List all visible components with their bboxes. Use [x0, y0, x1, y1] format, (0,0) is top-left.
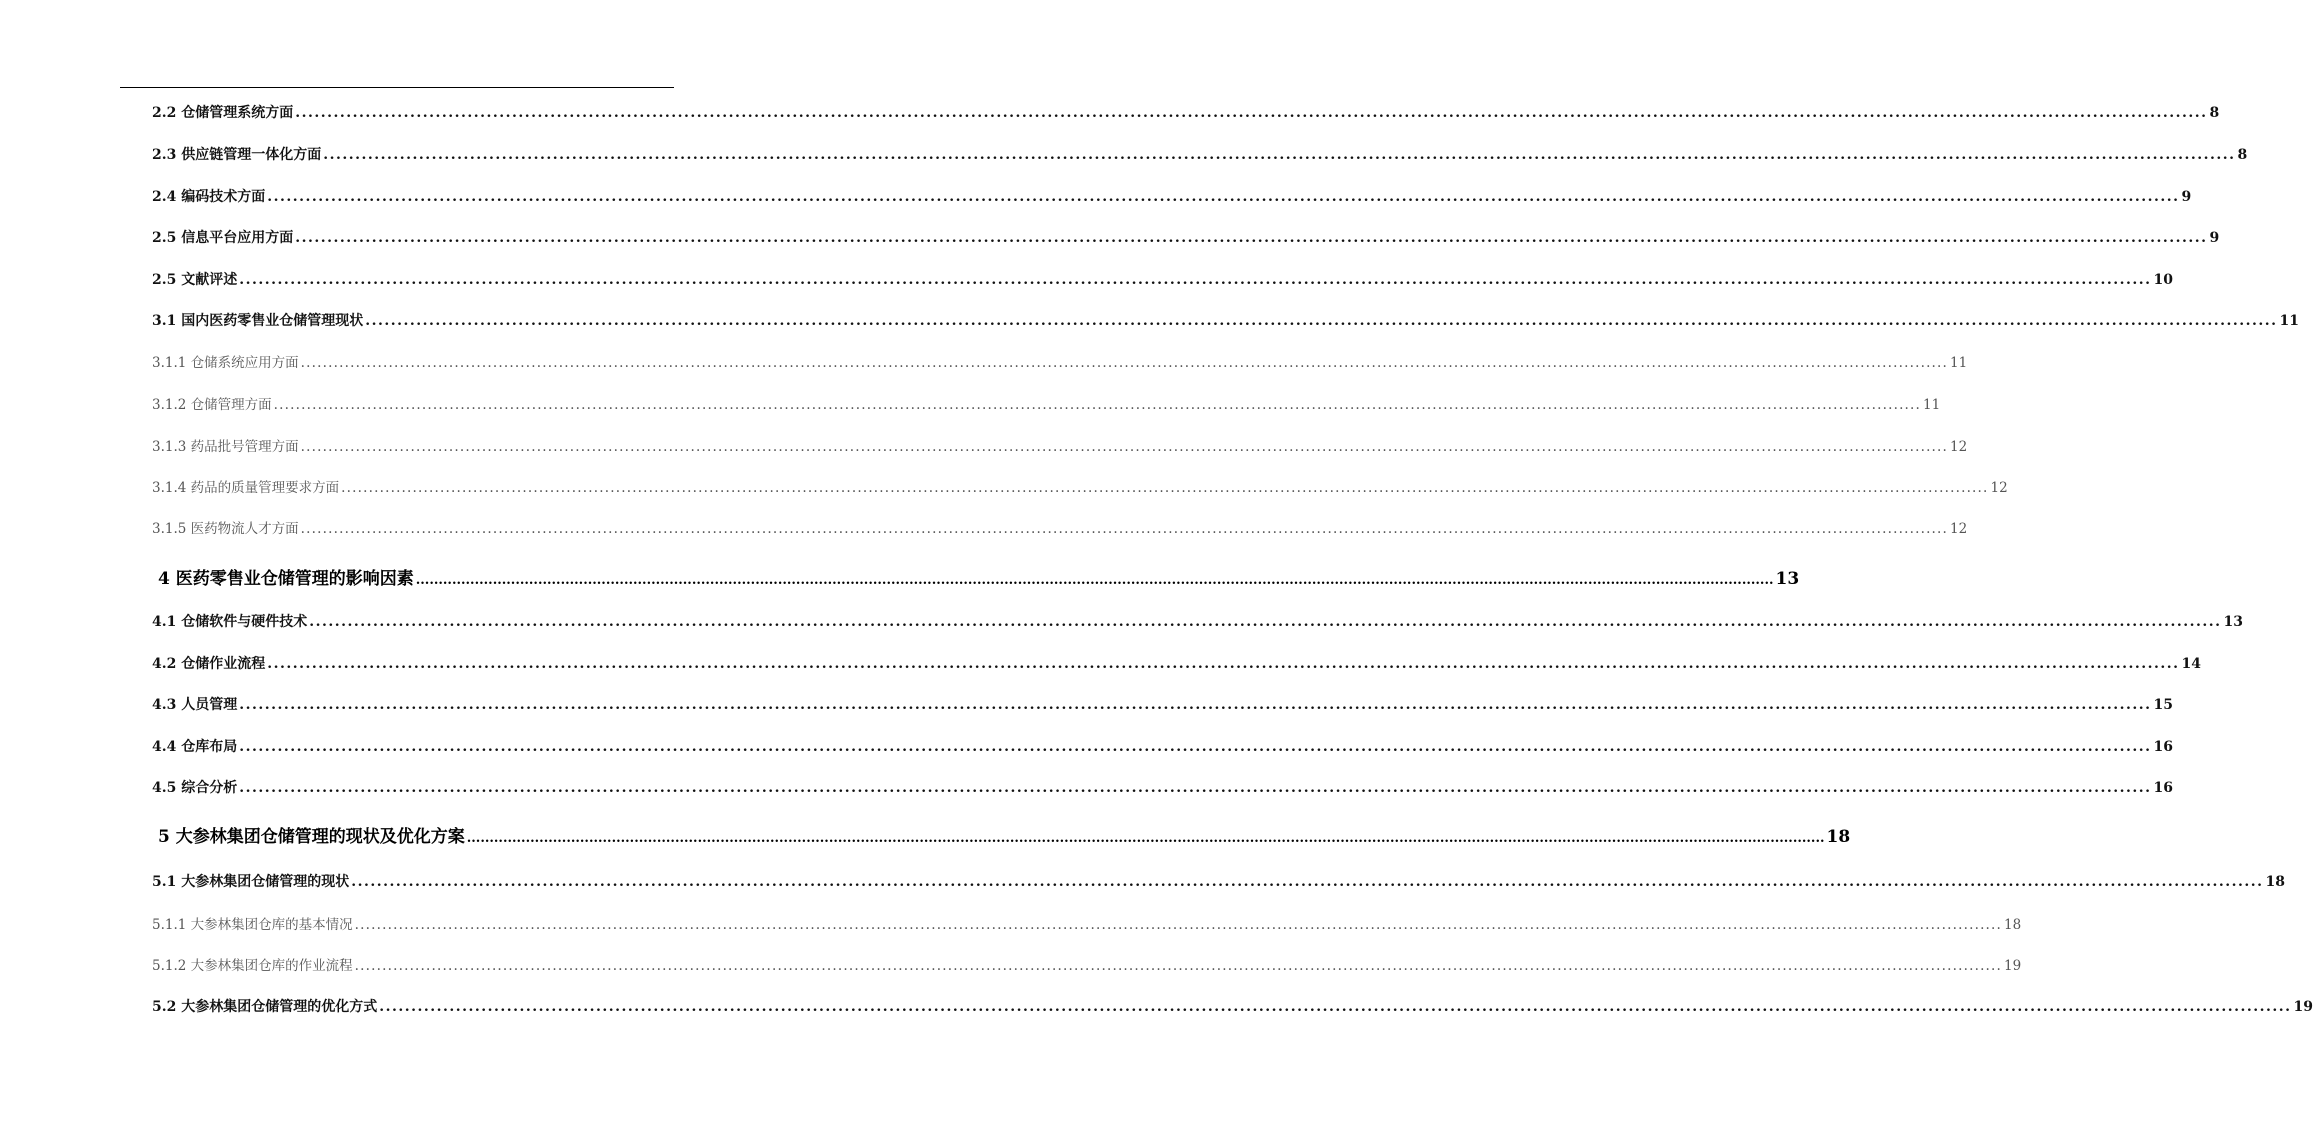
toc-entry-title: 2.5 文献评述: [152, 272, 238, 288]
toc-dot-leader: ............................................................................................................................................................................................................................................................................................................: [466, 831, 1825, 846]
toc-entry-title: 4.5 综合分析: [152, 780, 238, 796]
toc-page-number: 19: [2293, 999, 2313, 1015]
toc-entry[interactable]: [152, 144, 2248, 164]
toc-entry[interactable]: [152, 517, 1968, 537]
toc-page-number: 10: [2153, 272, 2173, 288]
toc-page-number: 12: [1950, 439, 1968, 455]
toc-page-number: 18: [2004, 917, 2022, 933]
toc-page-number: 9: [2209, 230, 2220, 246]
toc-entry-title: 5.1.2 大参林集团仓库的作业流程: [152, 958, 353, 974]
toc-entry-title: 2.3 供应链管理一体化方面: [152, 147, 322, 163]
toc-entry[interactable]: [152, 611, 2243, 631]
toc-entry[interactable]: [152, 476, 2008, 496]
toc-dot-leader: ............................................................................................................................................................................................................................................................................................................: [379, 999, 2292, 1015]
toc-entry[interactable]: [152, 736, 2173, 756]
toc-entry-title: 5.1.1 大参林集团仓库的基本情况: [152, 917, 353, 933]
toc-page-number: 9: [2181, 189, 2192, 205]
toc-dot-leader: ............................................................................................................................................................................................................................................................................................................: [295, 230, 2208, 246]
toc-page-number: 11: [1950, 355, 1968, 371]
toc-dot-leader: ............................................................................................................................................................................................................................................................................................................: [341, 480, 1989, 496]
toc-entry-title: 4.3 人员管理: [152, 697, 238, 713]
toc-entry[interactable]: [152, 694, 2173, 714]
toc-entry-title: 3.1.5 医药物流人才方面: [152, 521, 299, 537]
toc-dot-leader: ............................................................................................................................................................................................................................................................................................................: [323, 147, 2236, 163]
toc-entry[interactable]: [152, 310, 2299, 330]
toc-entry-title: 3.1.2 仓储管理方面: [152, 397, 272, 413]
toc-entry[interactable]: [152, 954, 2022, 974]
toc-entry-title: 3.1 国内医药零售业仓储管理现状: [152, 313, 364, 329]
toc-page-number: 18: [1826, 827, 1851, 847]
toc-entry-title: 4 医药零售业仓储管理的影响因素: [158, 569, 414, 589]
toc-dot-leader: ............................................................................................................................................................................................................................................................................................................: [300, 355, 1949, 371]
header-rule: [120, 87, 674, 88]
toc-entry[interactable]: [152, 777, 2173, 797]
toc-dot-leader: ............................................................................................................................................................................................................................................................................................................: [300, 521, 1949, 537]
toc-entry[interactable]: [152, 269, 2173, 289]
toc-entry[interactable]: [152, 186, 2192, 206]
toc-entry-title: 3.1.3 药品批号管理方面: [152, 439, 299, 455]
toc-entry[interactable]: [152, 435, 1968, 455]
toc-entry-title: 5.2 大参林集团仓储管理的优化方式: [152, 999, 378, 1015]
toc-page-number: 14: [2181, 656, 2201, 672]
toc-dot-leader: ............................................................................................................................................................................................................................................................................................................: [239, 780, 2152, 796]
toc-entry[interactable]: [152, 653, 2201, 673]
toc-page-number: 12: [1990, 480, 2008, 496]
toc-page-number: 16: [2153, 739, 2173, 755]
toc-page-number: 16: [2153, 780, 2173, 796]
toc-page-number: 19: [2004, 958, 2022, 974]
toc-dot-leader: ............................................................................................................................................................................................................................................................................................................: [239, 697, 2152, 713]
toc-chapter-entry[interactable]: [158, 822, 1851, 847]
toc-entry[interactable]: [152, 913, 2022, 933]
toc-entry[interactable]: [152, 102, 2220, 122]
toc-entry-title: 4.4 仓库布局: [152, 739, 238, 755]
toc-entry[interactable]: [152, 393, 1941, 413]
toc-dot-leader: ............................................................................................................................................................................................................................................................................................................: [295, 105, 2208, 121]
toc-dot-leader: ............................................................................................................................................................................................................................................................................................................: [354, 958, 2003, 974]
toc-dot-leader: ............................................................................................................................................................................................................................................................................................................: [300, 439, 1949, 455]
toc-page-number: 11: [2279, 313, 2299, 329]
toc-dot-leader: ............................................................................................................................................................................................................................................................................................................: [365, 313, 2278, 329]
toc-entry-title: 5.1 大参林集团仓储管理的现状: [152, 874, 350, 890]
toc-entry[interactable]: [152, 996, 2313, 1016]
toc-page-number: 13: [2223, 614, 2243, 630]
toc-dot-leader: ............................................................................................................................................................................................................................................................................................................: [239, 272, 2152, 288]
toc-dot-leader: ............................................................................................................................................................................................................................................................................................................: [354, 917, 2003, 933]
toc-entry[interactable]: [152, 871, 2285, 891]
toc-page-number: 8: [2209, 105, 2220, 121]
toc-entry-title: 4.2 仓储作业流程: [152, 656, 266, 672]
toc-page-number: 18: [2265, 874, 2285, 890]
toc-dot-leader: ............................................................................................................................................................................................................................................................................................................: [267, 189, 2180, 205]
toc-page-number: 13: [1775, 569, 1800, 589]
toc-entry[interactable]: [152, 351, 1968, 371]
toc-entry-title: 2.4 编码技术方面: [152, 189, 266, 205]
toc-entry-title: 5 大参林集团仓储管理的现状及优化方案: [158, 827, 465, 847]
toc-dot-leader: ............................................................................................................................................................................................................................................................................................................: [351, 874, 2264, 890]
toc-dot-leader: ............................................................................................................................................................................................................................................................................................................: [239, 739, 2152, 755]
toc-dot-leader: ............................................................................................................................................................................................................................................................................................................: [273, 397, 1922, 413]
toc-page-number: 12: [1950, 521, 1968, 537]
toc-dot-leader: ............................................................................................................................................................................................................................................................................................................: [415, 573, 1774, 588]
toc-entry-title: 2.2 仓储管理系统方面: [152, 105, 294, 121]
toc-chapter-entry[interactable]: [158, 564, 1800, 589]
toc-entry-title: 4.1 仓储软件与硬件技术: [152, 614, 308, 630]
toc-page-number: 11: [1923, 397, 1941, 413]
toc-entry-title: 3.1.1 仓储系统应用方面: [152, 355, 299, 371]
toc-entry-title: 3.1.4 药品的质量管理要求方面: [152, 480, 340, 496]
toc-entry[interactable]: [152, 227, 2220, 247]
toc-dot-leader: ............................................................................................................................................................................................................................................................................................................: [267, 656, 2180, 672]
toc-page-number: 8: [2237, 147, 2248, 163]
toc-page-number: 15: [2153, 697, 2173, 713]
toc-entry-title: 2.5 信息平台应用方面: [152, 230, 294, 246]
toc-dot-leader: ............................................................................................................................................................................................................................................................................................................: [309, 614, 2222, 630]
